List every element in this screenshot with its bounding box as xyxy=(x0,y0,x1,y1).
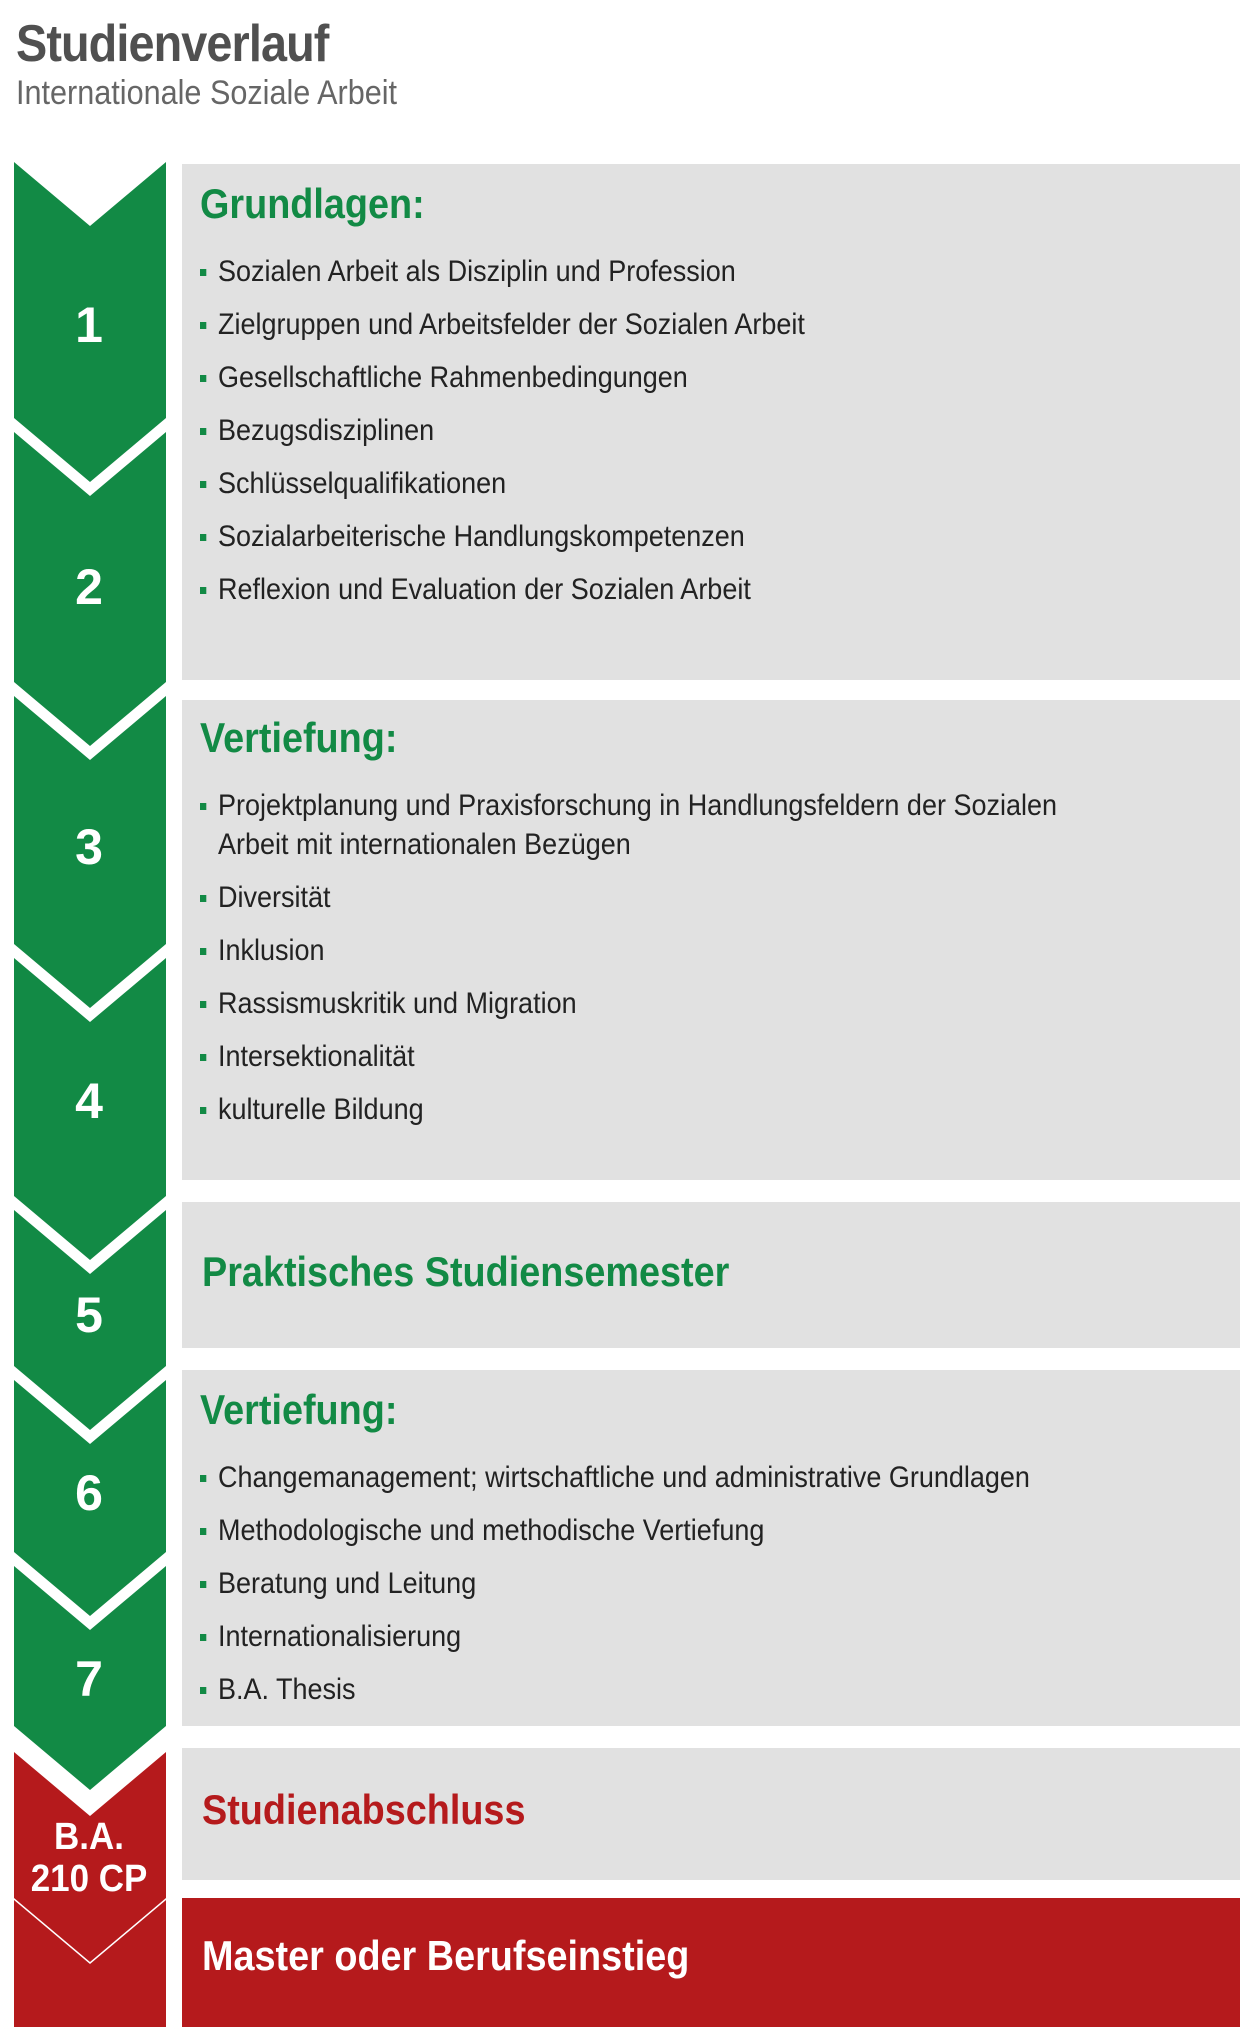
section-vertiefung-2 xyxy=(182,1370,1240,1726)
section-heading: Master oder Berufseinstieg xyxy=(202,1932,690,1979)
semester-number-6: 6 xyxy=(75,1465,103,1521)
degree-label-line1: B.A. xyxy=(54,1816,124,1858)
section-item-list xyxy=(200,1458,1220,1723)
semester-number-7: 7 xyxy=(75,1651,103,1707)
section-praxissemester xyxy=(182,1202,1240,1348)
list-item: Bezugsdisziplinen xyxy=(200,411,1118,450)
section-vertiefung-1 xyxy=(182,700,1240,1180)
list-item: Reflexion und Evaluation der Sozialen Arbeit xyxy=(200,570,1118,609)
section-studienabschluss xyxy=(182,1748,1240,1880)
semester-number-5: 5 xyxy=(75,1287,103,1343)
section-heading: Grundlagen: xyxy=(200,180,425,227)
semester-number-4: 4 xyxy=(75,1073,103,1129)
list-item: Sozialen Arbeit als Disziplin und Profession xyxy=(200,252,1118,291)
section-heading: Vertiefung: xyxy=(200,714,398,761)
list-item: Gesellschaftliche Rahmenbedingungen xyxy=(200,358,1118,397)
section-item-list xyxy=(200,786,1220,1143)
page-title: Studienverlauf xyxy=(16,15,329,73)
list-item: Methodologische und methodische Vertiefung xyxy=(200,1511,1118,1550)
section-heading: Studienabschluss xyxy=(202,1786,526,1833)
degree-label-line2: 210 CP xyxy=(30,1858,148,1900)
degree-label xyxy=(18,1816,160,1900)
section-item-list xyxy=(200,252,1220,623)
list-item: kulturelle Bildung xyxy=(200,1090,1118,1129)
section-heading: Praktisches Studiensemester xyxy=(202,1248,730,1295)
list-item: Intersektionalität xyxy=(200,1037,1118,1076)
page-subtitle: Internationale Soziale Arbeit xyxy=(16,74,398,112)
list-item: Sozialarbeiterische Handlungskompetenzen xyxy=(200,517,1118,556)
list-item: Beratung und Leitung xyxy=(200,1564,1118,1603)
list-item: Diversität xyxy=(200,878,1118,917)
list-item: Zielgruppen und Arbeitsfelder der Sozialen Arbeit xyxy=(200,305,1118,344)
semester-number-2: 2 xyxy=(75,559,103,615)
semester-number-1: 1 xyxy=(75,297,103,353)
list-item: Rassismuskritik und Migration xyxy=(200,984,1118,1023)
section-master-berufseinstieg xyxy=(182,1898,1240,2027)
semester-number-3: 3 xyxy=(75,819,103,875)
section-grundlagen xyxy=(182,164,1240,680)
list-item: B.A. Thesis xyxy=(200,1670,1118,1709)
list-item: Schlüsselqualifikationen xyxy=(200,464,1118,503)
list-item: Changemanagement; wirtschaftliche und administrative Grundlagen xyxy=(200,1458,1118,1497)
list-item: Internationalisierung xyxy=(200,1617,1118,1656)
section-heading: Vertiefung: xyxy=(200,1386,398,1433)
list-item: Projektplanung und Praxisforschung in Handlungsfeldern der Sozialen Arbeit mit internationalen Bezügen xyxy=(200,786,1073,864)
list-item: Inklusion xyxy=(200,931,1118,970)
